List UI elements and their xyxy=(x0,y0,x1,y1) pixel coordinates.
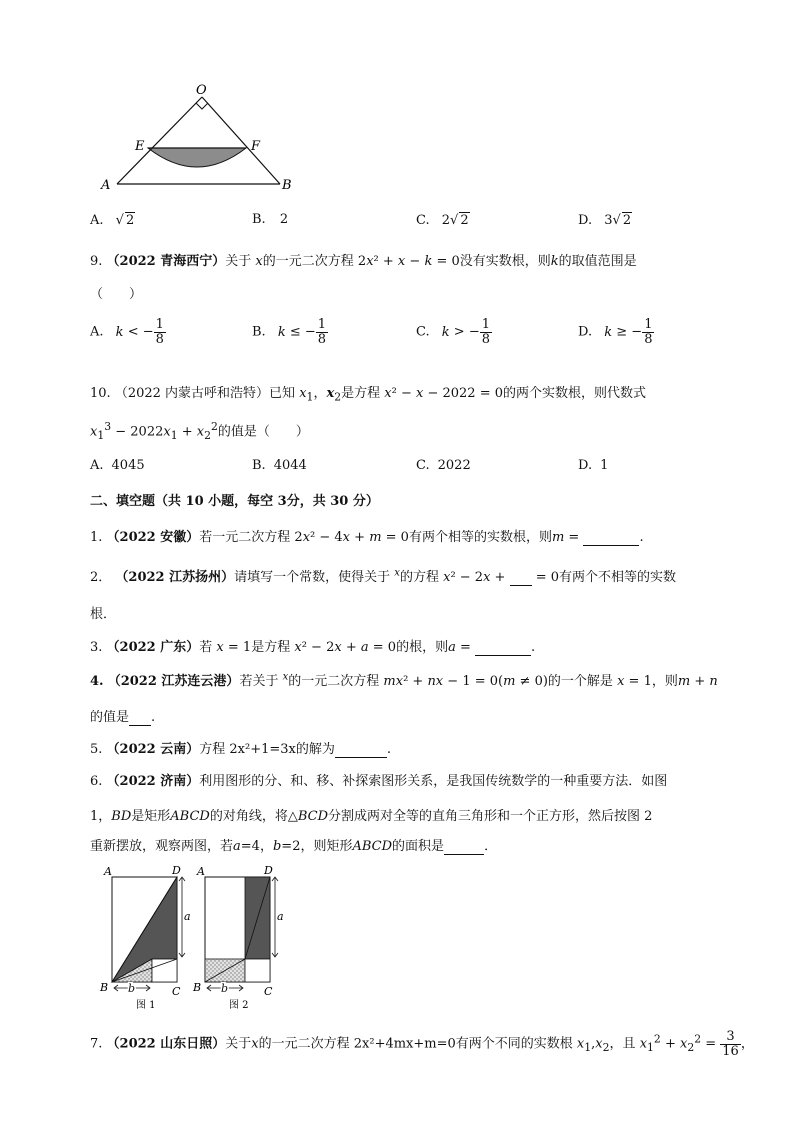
answer-blank[interactable] xyxy=(583,530,639,546)
label-o: O xyxy=(196,83,207,98)
right-angle-mark xyxy=(196,103,208,109)
svg-text:a: a xyxy=(184,910,191,923)
svg-text:b: b xyxy=(128,982,136,995)
shaded-segment xyxy=(148,148,246,167)
q8-option-a[interactable]: A. √ 2 xyxy=(90,213,135,228)
square-fig2 xyxy=(245,959,270,982)
fill-6: 6. （2022 济南）利用图形的分、和、移、补探索图形关系，是我国传统数学的一种重要方法．如图 xyxy=(90,774,668,789)
svg-text:B: B xyxy=(100,981,109,994)
q10-option-a[interactable]: A. 4045 xyxy=(90,458,145,473)
label-b: B xyxy=(282,178,292,193)
q9-option-d[interactable]: D. k ≥ − $\frac{1}{8}$ xyxy=(578,317,653,347)
fill-2: 2． （2022 江苏扬州）请填写一个常数，使得关于 $^x$的方程 x² − 2x + = 0有两个不相等的实数 xyxy=(90,567,677,585)
answer-blank[interactable] xyxy=(129,710,151,726)
fill-7: 7. （2022 山东日照）关于x的一元二次方程 2x²+4mx+m=0有两个不同的实数根 $x_1,x_2$，且 $x_1^2 + x_2^2$ = $\frac{3}{16}$ ， xyxy=(90,1029,754,1059)
q9-option-c[interactable]: C. k > − $\frac{1}{8}$ xyxy=(416,317,491,347)
svg-text:A: A xyxy=(104,865,112,878)
side-ob xyxy=(202,97,280,184)
fill-6-line3: 重新摆放，观察两图，若a=4，b=2，则矩形ABCD的面积是 ． xyxy=(90,839,498,854)
q10-expression: $x_1^3 - 2022x_1 + x_2^2$的值是（ ） xyxy=(90,420,309,442)
answer-blank[interactable] xyxy=(444,839,484,855)
answer-blank[interactable] xyxy=(335,742,387,758)
fill-3: 3. （2022 广东）若 x = 1是方程 x² − 2x + a = 0的根，则a = . xyxy=(90,640,536,655)
fill-5: 5. （2022 云南）方程 2x²+1=3x的解为 . xyxy=(90,742,392,757)
svg-text:A: A xyxy=(197,865,205,878)
label-f: F xyxy=(251,139,261,154)
svg-text:b: b xyxy=(221,982,229,995)
answer-blank[interactable] xyxy=(475,640,531,656)
q9-stem: 9. （2022 青海西宁）关于 x的一元二次方程 2x² + x − k = 0没有实数根，则k的取值范围是 xyxy=(90,254,637,269)
svg-text:图 1: 图 1 xyxy=(136,1000,156,1011)
fill-2-cont: 根． xyxy=(90,607,117,622)
q9-paren: （ ） xyxy=(90,287,143,302)
svg-text:a: a xyxy=(277,910,284,923)
label-a: A xyxy=(101,178,111,193)
svg-text:C: C xyxy=(172,985,181,998)
q9-option-b[interactable]: B. k ≤ − $\frac{1}{8}$ xyxy=(252,317,327,347)
fill-6-line2: 1，BD是矩形ABCD的对角线，将△BCD分割成两对全等的直角三角形和一个正方形，然后按图 2 xyxy=(90,809,653,824)
q8-option-d[interactable]: D. 3√ 2 xyxy=(578,213,632,228)
svg-text:D: D xyxy=(172,864,181,877)
square-fig1 xyxy=(152,959,177,982)
side-ao xyxy=(117,97,202,184)
q10-option-d[interactable]: D. 1 xyxy=(578,458,609,473)
label-e: E xyxy=(135,139,145,154)
fill-4-cont: 的值是 . xyxy=(90,710,156,725)
q10-option-b[interactable]: B. 4044 xyxy=(252,458,307,473)
figure-1 xyxy=(99,864,191,1011)
q10-option-c[interactable]: C. 2022 xyxy=(416,458,471,473)
fill-1: 1. （2022 安徽）若一元二次方程 2x² − 4x + m = 0有两个相等的实数根，则m = . xyxy=(90,530,644,545)
fill-4: 4. （2022 江苏连云港）若关于 $^x$的一元二次方程 mx² + nx − 1 = 0(m ≠ 0)的一个解是 x = 1，则m + n xyxy=(90,671,718,689)
svg-text:B: B xyxy=(193,981,202,994)
figure-2 xyxy=(192,864,284,1011)
svg-text:图 2: 图 2 xyxy=(229,1000,249,1011)
triangle-figure xyxy=(95,80,315,195)
section-heading: 二、填空题（共 10 小题，每空 3分，共 30 分） xyxy=(90,494,379,509)
answer-blank[interactable] xyxy=(510,570,532,586)
svg-text:D: D xyxy=(264,864,273,877)
rectangle-figures xyxy=(92,862,292,1012)
q8-option-c[interactable]: C. 2√ 2 xyxy=(416,213,469,228)
q8-option-b[interactable]: B. 2 xyxy=(252,212,289,227)
svg-text:C: C xyxy=(264,985,273,998)
q10-stem: 10. （2022 内蒙古呼和浩特）已知 $x_1$，$x_2$是方程 x² − x − 2022 = 0的两个实数根，则代数式 xyxy=(90,386,647,404)
q9-option-a[interactable]: A. k < − $\frac{1}{8}$ xyxy=(90,317,164,347)
